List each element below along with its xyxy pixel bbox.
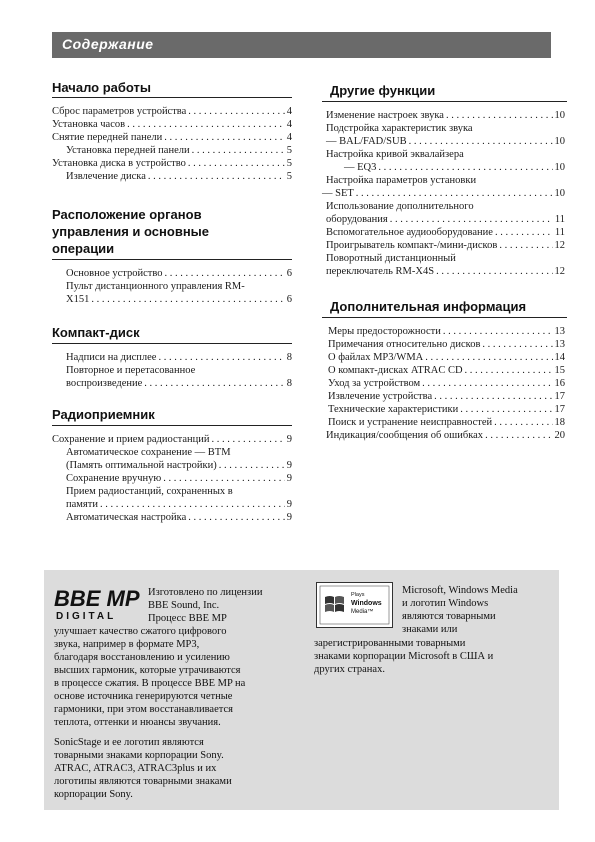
toc-entry[interactable]: Надписи на дисплее . . . 8 bbox=[66, 351, 292, 364]
toc-entry[interactable]: Подстройка характеристик звука bbox=[326, 123, 473, 134]
toc-entry[interactable]: Настройка параметров установки bbox=[326, 175, 477, 186]
win-logo-windows: Windows bbox=[351, 600, 382, 607]
section-rule bbox=[322, 317, 567, 318]
toc-entry-cont[interactable]: переключатель RM-X4S . . . 12 bbox=[322, 265, 565, 278]
bbe-mp-logo bbox=[54, 584, 142, 622]
toc-entry[interactable]: Извлечение диска . . . 5 bbox=[52, 170, 292, 183]
toc-controls bbox=[66, 267, 292, 306]
toc-entry-cont[interactable]: оборудования . . . 11 bbox=[322, 213, 565, 226]
section-title-other: Другие функции bbox=[330, 83, 436, 98]
toc-other bbox=[322, 109, 565, 278]
toc-entry[interactable]: Изменение настроек звука . . . 10 bbox=[322, 109, 565, 122]
section-title-controls: Расположение органов управления и основные операции bbox=[52, 207, 210, 256]
toc-entry[interactable]: Меры предосторожности . . . 13 bbox=[322, 325, 565, 338]
toc-entry-cont[interactable]: памяти . . . 9 bbox=[52, 498, 292, 511]
sony-text: SonicStage и ее логотип являются товарными знаками корпорации Sony. ATRAC, ATRAC3, ATRAC3plus и их логотипы являются товарными знаками корпорации Sony. bbox=[54, 737, 232, 800]
toc-entry[interactable]: Снятие передней панели . . . 4 bbox=[52, 131, 292, 144]
toc-entry-cont[interactable]: — BAL/FAD/SUB . . . 10 bbox=[322, 135, 565, 148]
bbe-logo-sub: DIGITAL bbox=[56, 611, 117, 622]
toc-entry[interactable]: Уход за устройством . . . 16 bbox=[322, 377, 565, 390]
toc-entry-cont[interactable]: воспроизведение . . . 8 bbox=[66, 377, 292, 390]
ms-text-body: зарегистрированными товарными знаками корпорации Microsoft в США и других странах. bbox=[314, 638, 494, 675]
toc-entry[interactable]: Сохранение вручную . . . 9 bbox=[52, 472, 292, 485]
toc-entry[interactable]: Установка часов . . . 4 bbox=[52, 118, 292, 131]
toc-entry[interactable]: Прием радиостанций, сохраненных в bbox=[66, 486, 233, 497]
section-rule bbox=[322, 101, 567, 102]
section-rule bbox=[52, 97, 292, 98]
toc-entry[interactable]: Технические характеристики . . . 17 bbox=[322, 403, 565, 416]
win-logo-media: Media™ bbox=[351, 609, 374, 615]
toc-entry-cont[interactable]: — SET . . . 10 bbox=[322, 187, 565, 200]
toc-entry[interactable]: Индикация/сообщения об ошибках . . . 20 bbox=[322, 429, 565, 442]
toc-radio bbox=[52, 433, 292, 524]
section-rule bbox=[52, 425, 292, 426]
toc-entry[interactable]: Поиск и устранение неисправностей . . . 18 bbox=[322, 416, 565, 429]
toc-entry[interactable]: Извлечение устройства . . . 17 bbox=[322, 390, 565, 403]
toc-entry[interactable]: О файлах MP3/WMA . . . 14 bbox=[322, 351, 565, 364]
section-title-radio: Радиоприемник bbox=[52, 407, 155, 422]
toc-entry[interactable]: Установка диска в устройство . . . 5 bbox=[52, 157, 292, 170]
header-bar bbox=[52, 32, 551, 58]
section-title-extra: Дополнительная информация bbox=[330, 299, 527, 314]
toc-cd bbox=[66, 351, 292, 390]
toc-entry[interactable]: Основное устройство . . . 6 bbox=[66, 267, 292, 280]
toc-extra bbox=[322, 325, 565, 442]
section-rule bbox=[52, 259, 292, 260]
toc-entry[interactable]: Использование дополнительного bbox=[326, 201, 474, 212]
toc-entry[interactable]: Автоматическая настройка . . . 9 bbox=[52, 511, 292, 524]
windows-media-logo bbox=[316, 582, 393, 628]
toc-entry[interactable]: Вспомогательное аудиооборудование . . . 11 bbox=[322, 226, 565, 239]
section-title-start: Начало работы bbox=[52, 80, 151, 95]
bbe-logo-text: BBE MP bbox=[54, 586, 140, 611]
bbe-text-body: улучшает качество сжатого цифрового звука, например в формате MP3, благодаря восстановлению и усилению высших гармоник, которые утрачиваются в процессе сжатия. В процессе BBE MP на основе источника генерируются четные гармоники, при этом восстанавливается теплота, оттенки и нюансы звучания. bbox=[54, 626, 246, 728]
toc-entry-cont[interactable]: X151 . . . 6 bbox=[66, 293, 292, 306]
toc-entry[interactable]: Сброс параметров устройства . . . 4 bbox=[52, 105, 292, 118]
toc-entry[interactable]: Автоматическое сохранение — BTM bbox=[66, 447, 231, 458]
bbe-text-head: Изготовлено по лицензии BBE Sound, Inc. Процесс BBE MP bbox=[148, 587, 263, 624]
toc-entry[interactable]: Настройка кривой эквалайзера bbox=[326, 149, 464, 160]
section-title-cd: Компакт-диск bbox=[52, 325, 140, 340]
toc-entry[interactable]: О компакт-дисках ATRAC CD . . . 15 bbox=[322, 364, 565, 377]
toc-entry[interactable]: Пульт дистанционного управления RM- bbox=[66, 281, 245, 292]
toc-entry[interactable]: Проигрыватель компакт-/мини-дисков . . . 12 bbox=[322, 239, 565, 252]
toc-entry-cont[interactable]: — EQ3 . . . 10 bbox=[322, 161, 565, 174]
toc-start bbox=[52, 105, 292, 183]
page-title: Содержание bbox=[62, 36, 154, 52]
toc-entry[interactable]: Поворотный дистанционный bbox=[326, 253, 456, 264]
trademark-notice-box bbox=[44, 570, 559, 810]
toc-entry[interactable]: Сохранение и прием радиостанций . . . 9 bbox=[52, 433, 292, 446]
toc-entry[interactable]: Примечания относительно дисков . . . 13 bbox=[322, 338, 565, 351]
section-rule bbox=[52, 343, 292, 344]
win-logo-plays: Plays bbox=[351, 592, 365, 598]
toc-entry[interactable]: Установка передней панели . . . 5 bbox=[52, 144, 292, 157]
toc-entry[interactable]: Повторное и перетасованное bbox=[66, 365, 196, 376]
ms-text-head: Microsoft, Windows Media и логотип Windows являются товарными знаками или bbox=[402, 585, 518, 635]
toc-entry-cont[interactable]: (Память оптимальной настройки) . . . 9 bbox=[52, 459, 292, 472]
